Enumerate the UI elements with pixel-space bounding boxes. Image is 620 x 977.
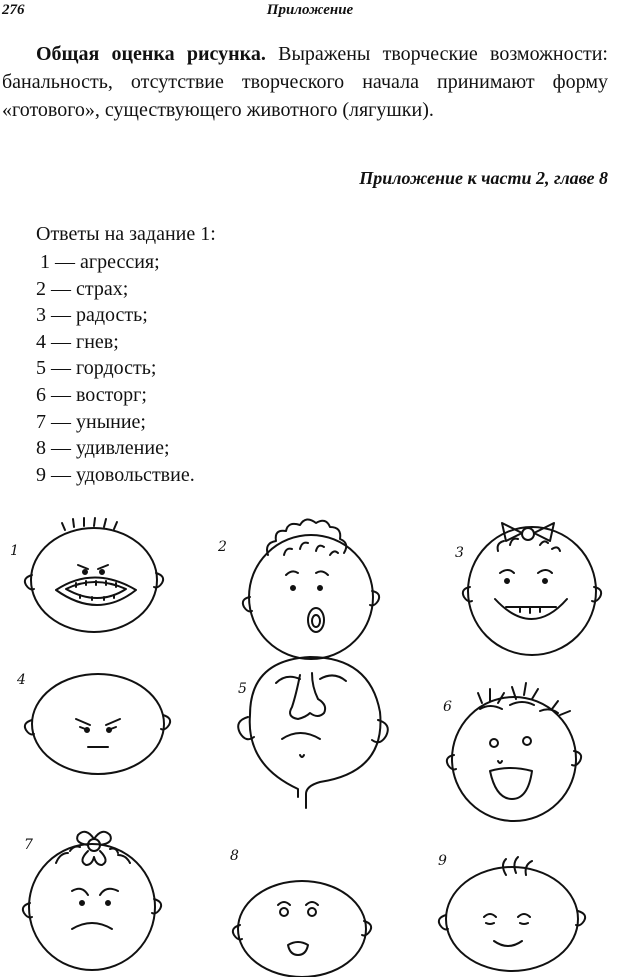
face-label: 6 <box>443 699 452 715</box>
answer-item: 2 — страх; <box>36 277 129 300</box>
answer-item: 9 — удовольствие. <box>36 463 195 486</box>
face-label: 4 <box>17 672 26 688</box>
face-fear <box>217 519 379 659</box>
paragraph-lead: Общая оценка рисунка. <box>36 43 266 65</box>
face-anger <box>16 672 170 774</box>
face-pleasure <box>438 853 585 971</box>
faces-illustration <box>0 515 620 977</box>
answer-item: 5 — гордость; <box>36 357 157 380</box>
face-label: 8 <box>230 848 239 864</box>
face-aggression <box>10 518 163 632</box>
face-joy <box>455 523 601 655</box>
running-title: Приложение <box>266 2 354 18</box>
face-pride <box>238 657 388 808</box>
face-despondency <box>23 832 161 970</box>
answers-title: Ответы на задание 1: <box>36 223 216 245</box>
face-label: 2 <box>218 539 227 555</box>
face-surprise <box>230 848 371 977</box>
answer-item: 3 — радость; <box>36 304 148 327</box>
faces-figure <box>0 515 620 977</box>
section-heading: Приложение к части 2, главе 8 <box>359 168 608 188</box>
face-label: 9 <box>438 853 447 869</box>
answer-item: 8 — удивление; <box>36 437 170 460</box>
answer-item: 1 — агрессия; <box>40 251 160 273</box>
face-delight <box>443 683 581 821</box>
page-number: 276 <box>2 2 25 18</box>
answer-item: 7 — уныние; <box>36 410 146 433</box>
face-label: 7 <box>24 837 33 853</box>
answers-list <box>36 249 195 488</box>
running-head <box>2 2 618 22</box>
answer-item: 6 — восторг; <box>36 383 147 406</box>
evaluation-paragraph <box>2 40 608 124</box>
face-label: 1 <box>10 543 19 559</box>
face-label: 3 <box>455 545 464 561</box>
face-label: 5 <box>238 681 247 697</box>
paragraph-text: Выражены творческие возможности: банальность, отсутствие творческого начала принимают форму «готового», существующего животного (лягушки). <box>2 43 608 121</box>
answer-item: 4 — гнев; <box>36 330 119 353</box>
